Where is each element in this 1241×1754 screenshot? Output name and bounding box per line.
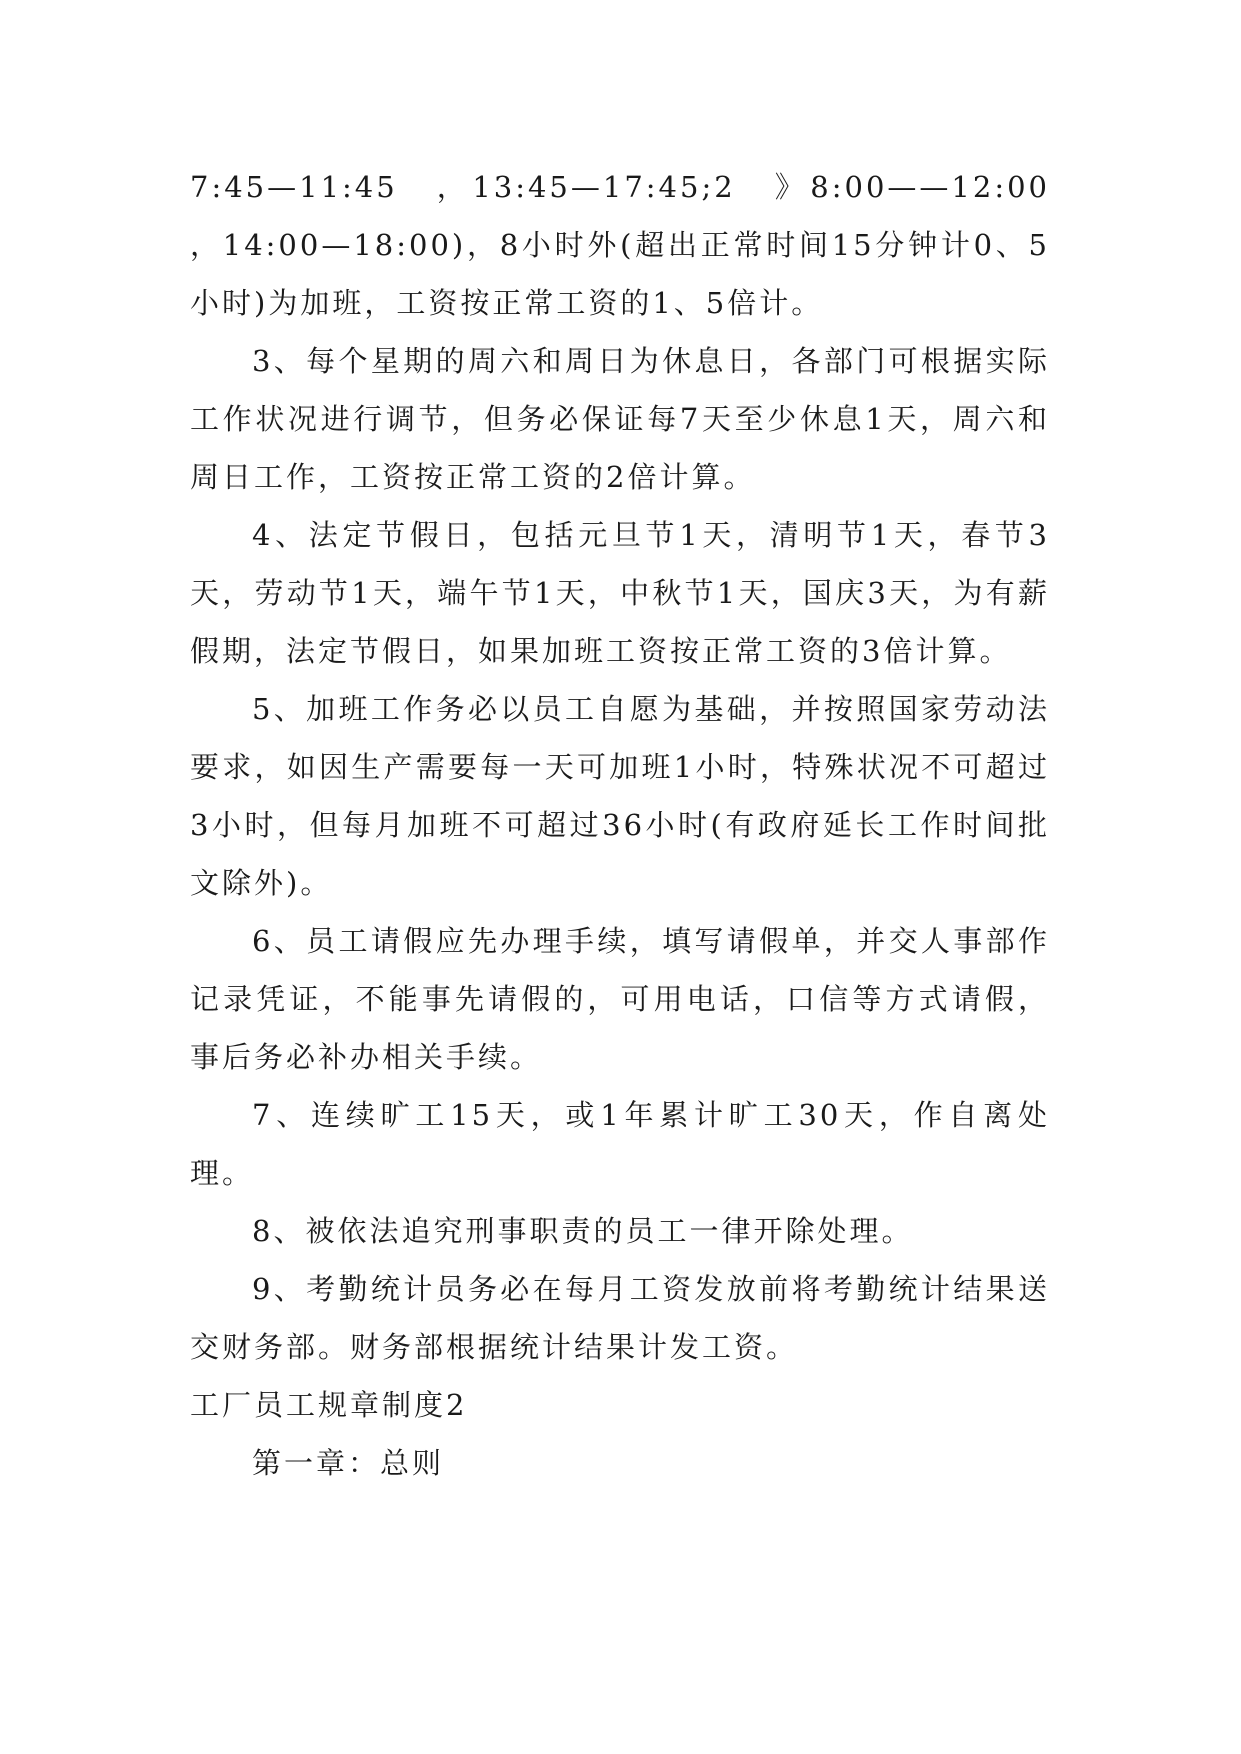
document-body — [190, 158, 1083, 1492]
paragraph-rest-days: 3、每个星期的周六和周日为休息日，各部门可根据实际工作状况进行调节，但务必保证每7天至少休息1天，周六和周日工作，工资按正常工资的2倍计算。 — [190, 344, 1050, 494]
paragraph-attendance-statistics: 9、考勤统计员务必在每月工资发放前将考勤统计结果送交财务部。财务部根据统计结果计发工资。 — [190, 1272, 1050, 1364]
paragraph-dismissal: 8、被依法追究刑事职责的员工一律开除处理。 — [252, 1214, 914, 1248]
paragraph-overtime: 5、加班工作务必以员工自愿为基础，并按照国家劳动法要求，如因生产需要每一天可加班1小时，特殊状况不可超过3小时，但每月加班不可超过36小时(有政府延长工作时间批文除外)。 — [190, 692, 1050, 900]
section-title: 工厂员工规章制度2 — [190, 1388, 468, 1422]
paragraph-work-hours: 7:45—11:45 ，13:45—17:45;2 》8:00——12:00 ，14:00—18:00)，8小时外(超出正常时间15分钟计0、5小时)为加班，工资按正常工资的1、5倍计。 — [190, 170, 1083, 320]
paragraph-legal-holidays: 4、法定节假日，包括元旦节1天，清明节1天，春节3天，劳动节1天，端午节1天，中秋节1天，国庆3天，为有薪假期，法定节假日，如果加班工资按正常工资的3倍计算。 — [190, 518, 1050, 668]
chapter-title: 第一章：总则 — [252, 1446, 445, 1480]
paragraph-absenteeism: 7、连续旷工15天，或1年累计旷工30天，作自离处理。 — [190, 1098, 1050, 1190]
paragraph-leave-request: 6、员工请假应先办理手续，填写请假单，并交人事部作记录凭证，不能事先请假的，可用电话，口信等方式请假，事后务必补办相关手续。 — [190, 924, 1050, 1074]
